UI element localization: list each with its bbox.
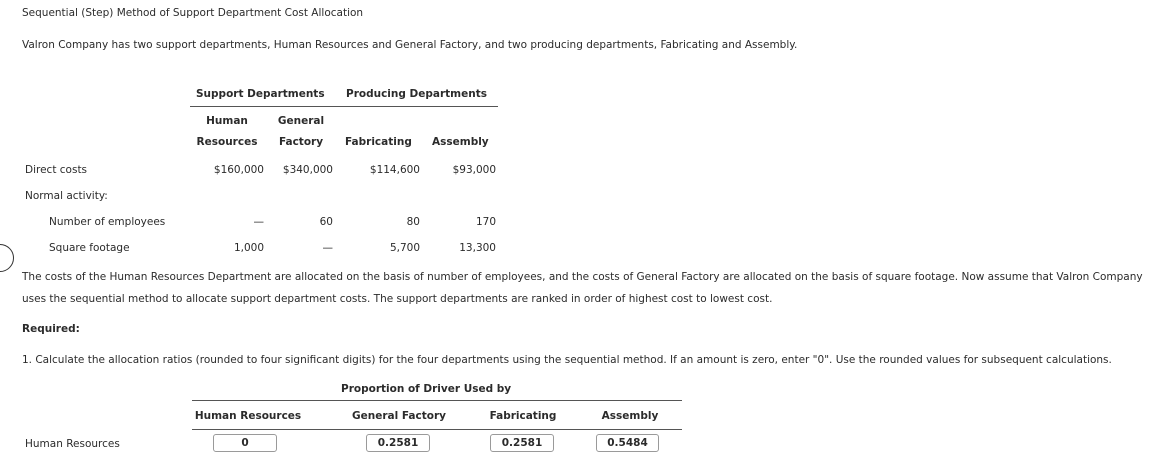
answer-header-rule bbox=[192, 429, 682, 430]
cell-direct-hr: $160,000 bbox=[213, 164, 264, 176]
header-support-departments: Support Departments bbox=[196, 88, 325, 100]
cell-employees-gf: 60 bbox=[319, 216, 333, 228]
answer-col-hr: Human Resources bbox=[194, 410, 302, 422]
cell-employees-hr: — bbox=[253, 216, 264, 228]
ratio-input-fab[interactable] bbox=[490, 434, 554, 452]
ratio-input-gf[interactable] bbox=[366, 434, 430, 452]
col-header-gf-line2: Factory bbox=[278, 136, 324, 148]
answer-col-fab: Fabricating bbox=[489, 410, 557, 422]
page-title: Sequential (Step) Method of Support Department Cost Allocation bbox=[22, 7, 364, 19]
cell-direct-gf: $340,000 bbox=[282, 164, 333, 176]
cell-employees-asm: 170 bbox=[475, 216, 496, 228]
intro-text: Valron Company has two support departments, Human Resources and General Factory, and two producing departments, Fabricating and Assembly. bbox=[22, 39, 798, 51]
cell-sqft-gf: — bbox=[322, 242, 333, 254]
header-rule bbox=[190, 106, 498, 107]
answer-row-label-hr: Human Resources bbox=[25, 438, 120, 450]
paragraph-line1: The costs of the Human Resources Department are allocated on the basis of number of employees, and the costs of General Factory are allocated on the basis of square footage. Now assume that Valron Company bbox=[22, 271, 1143, 283]
cell-sqft-fab: 5,700 bbox=[389, 242, 420, 254]
cell-direct-fab: $114,600 bbox=[369, 164, 420, 176]
ratio-input-asm[interactable] bbox=[596, 434, 659, 452]
paragraph-line2: uses the sequential method to allocate support department costs. The support departments are ranked in order of highest cost to lowest cost. bbox=[22, 293, 773, 305]
answer-group-header: Proportion of Driver Used by bbox=[341, 383, 512, 395]
ratio-input-hr[interactable] bbox=[213, 434, 277, 452]
scroll-marker-circle bbox=[0, 244, 14, 272]
answer-col-asm: Assembly bbox=[601, 410, 659, 422]
col-header-fabricating: Fabricating bbox=[345, 136, 412, 148]
answer-group-rule bbox=[192, 400, 682, 401]
col-header-hr-line1: Human bbox=[206, 115, 248, 127]
row-label-normal-activity: Normal activity: bbox=[25, 190, 108, 202]
question-1: 1. Calculate the allocation ratios (rounded to four significant digits) for the four departments using the sequential method. If an amount is zero, enter "0". Use the rounded values for subsequent calculations. bbox=[22, 354, 1112, 366]
header-producing-departments: Producing Departments bbox=[346, 88, 487, 100]
col-header-gf-line1: General bbox=[277, 115, 325, 127]
row-label-direct-costs: Direct costs bbox=[25, 164, 88, 176]
cell-sqft-hr: 1,000 bbox=[233, 242, 264, 254]
cell-sqft-asm: 13,300 bbox=[459, 242, 496, 254]
required-label: Required: bbox=[22, 323, 80, 335]
cell-employees-fab: 80 bbox=[406, 216, 420, 228]
cell-direct-asm: $93,000 bbox=[452, 164, 496, 176]
row-label-employees: Number of employees bbox=[49, 216, 166, 228]
row-label-square-footage: Square footage bbox=[49, 242, 130, 254]
col-header-hr-line2: Resources bbox=[196, 136, 258, 148]
answer-col-gf: General Factory bbox=[352, 410, 446, 422]
col-header-assembly: Assembly bbox=[432, 136, 489, 148]
